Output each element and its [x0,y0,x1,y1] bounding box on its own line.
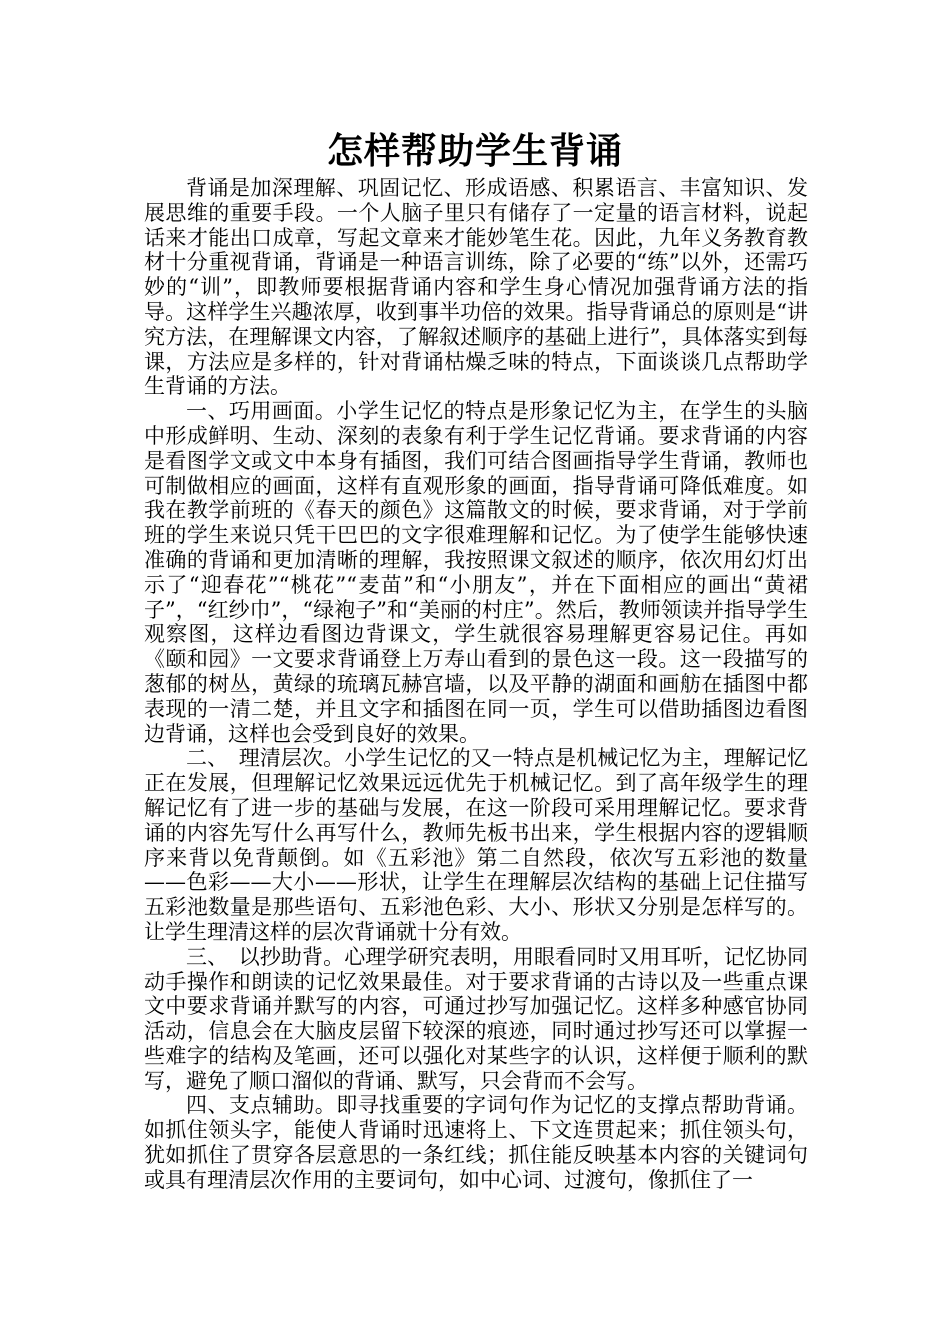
paragraph-section-2: 二、 理清层次。小学生记忆的又一特点是机械记忆为主，理解记忆正在发展，但理解记忆效果远远优先于机械记忆。到了高年级学生的理解记忆有了进一步的基础与发展，在这一阶段可采用理解记忆。要求背诵的内容先写什么再写什么，教师先板书出来，学生根据内容的逻辑顺序来背以免背颠倒。如《五彩池》第二自然段，依次写五彩池的数量——色彩——大小——形状，让学生在理解层次结构的基础上记住描写五彩池数量是那些语句、五彩池色彩、大小、形状又分别是怎样写的。让学生理清这样的层次背诵就十分有效。 [144,746,808,944]
paragraph-intro: 背诵是加深理解、巩固记忆、形成语感、积累语言、丰富知识、发展思维的重要手段。一个人脑子里只有储存了一定量的语言材料，说起话来才能出口成章，写起文章来才能妙笔生花。因此，九年义务教育教材十分重视背诵，背诵是一种语言训练，除了必要的“练”以外，还需巧妙的“训”，即教师要根据背诵内容和学生身心情况加强背诵方法的指导。这样学生兴趣浓厚，收到事半功倍的效果。指导背诵总的原则是“讲究方法，在理解课文内容，了解叙述顺序的基础上进行”，具体落实到每课，方法应是多样的，针对背诵枯燥乏味的特点，下面谈谈几点帮助学生背诵的方法。 [144,176,808,399]
paragraph-section-4: 四、支点辅助。即寻找重要的字词句作为记忆的支撑点帮助背诵。如抓住领头字，能使人背诵时迅速将上、下文连贯起来；抓住领头句，犹如抓住了贯穿各层意思的一条红线；抓住能反映基本内容的关键词句或具有理清层次作用的主要词句，如中心词、过渡句，像抓住了一 [144,1093,808,1192]
page-title: 怎样帮助学生背诵 [326,130,623,172]
document-body [144,176,808,1193]
paragraph-section-3: 三、 以抄助背。心理学研究表明，用眼看同时又用耳听，记忆协同动手操作和朗读的记忆效果最佳。对于要求背诵的古诗以及一些重点课文中要求背诵并默写的内容，可通过抄写加强记忆。这样多种感官协同活动，信息会在大脑皮层留下较深的痕迹，同时通过抄写还可以掌握一些难字的结构及笔画，还可以强化对某些字的认识，这样便于顺利的默写，避免了顺口溜似的背诵、默写，只会背而不会写。 [144,944,808,1093]
paragraph-section-1: 一、巧用画面。小学生记忆的特点是形象记忆为主，在学生的头脑中形成鲜明、生动、深刻的表象有利于学生记忆背诵。要求背诵的内容是看图学文或文中本身有插图，我们可结合图画指导学生背诵，教师也可制做相应的画面，这样有直观形象的画面，指导背诵可降低难度。如我在教学前班的《春天的颜色》这篇散文的时候，要求背诵，对于学前班的学生来说只凭干巴巴的文字很难理解和记忆。为了使学生能够快速准确的背诵和更加清晰的理解，我按照课文叙述的顺序，依次用幻灯出示了“迎春花”“桃花”“麦苗”和“小朋友”，并在下面相应的画出“黄裙子”，“红纱巾”，“绿袍子”和“美丽的村庄”。然后，教师领读并指导学生观察图，这样边看图边背课文，学生就很容易理解更容易记住。再如《颐和园》一文要求背诵登上万寿山看到的景色这一段。这一段描写的葱郁的树丛，黄绿的琉璃瓦赫宫墙，以及平静的湖面和画舫在插图中都表现的一清二楚，并且文字和插图在同一页，学生可以借助插图边看图边背诵，这样也会受到良好的效果。 [144,399,808,746]
